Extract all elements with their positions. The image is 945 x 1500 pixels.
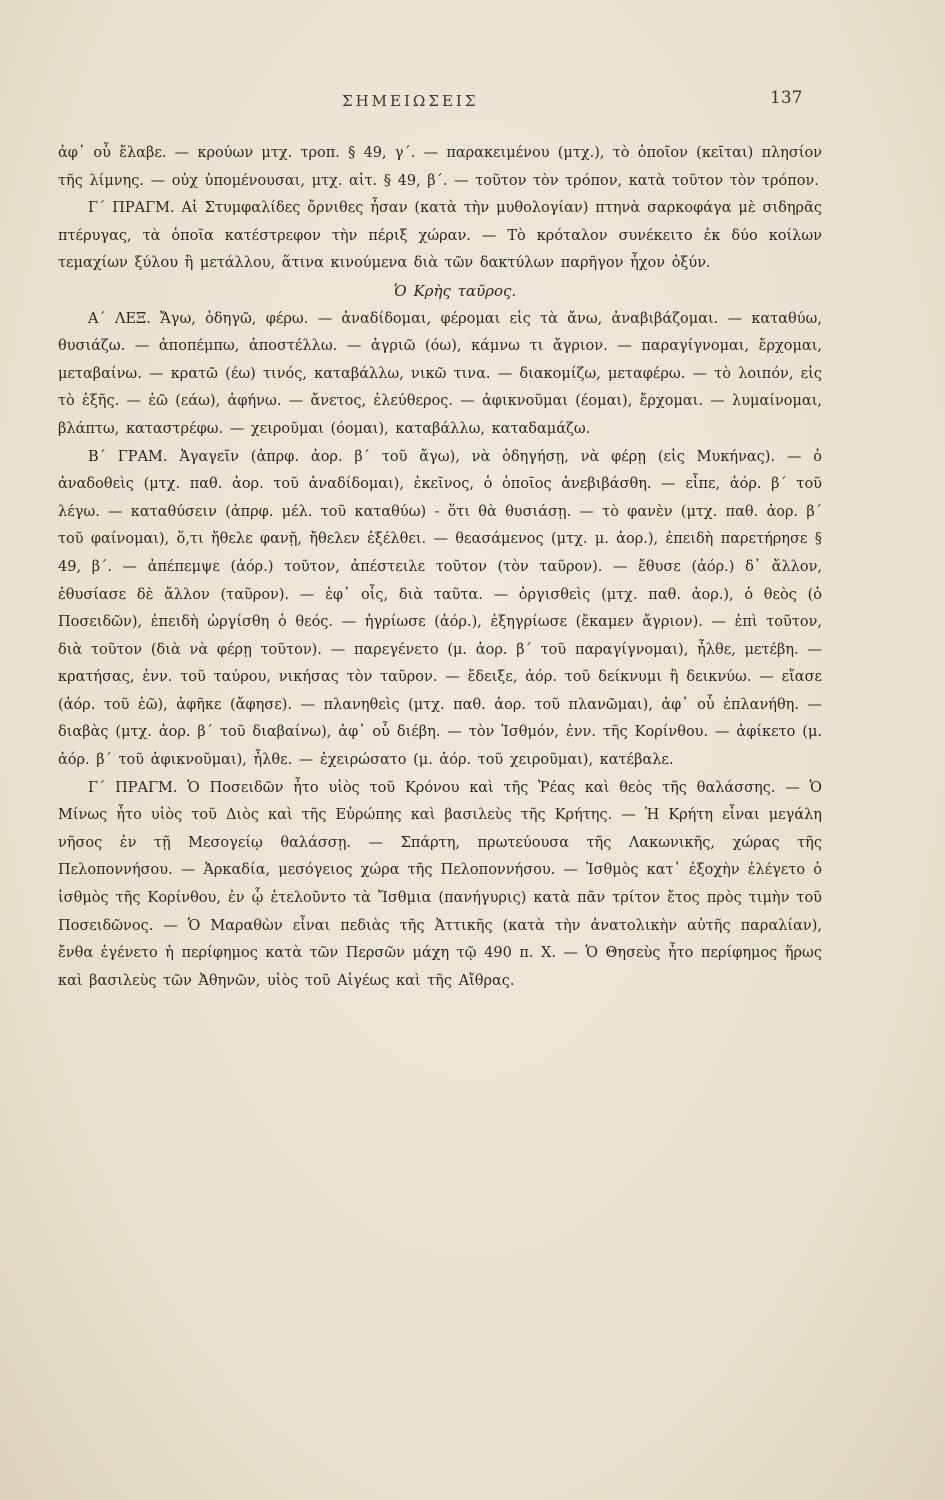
page-number: 137 <box>770 88 803 108</box>
running-title: ΣΗΜΕΙΩΣΕΙΣ <box>342 92 479 110</box>
paragraph-lex: Α΄ ΛΕΞ. Ἄγω, ὁδηγῶ, φέρω. — ἀναδίδομαι, φέρομαι εἰς τὰ ἄνω, ἀναβιβάζομαι. — καταθύω, θυσιάζω. — ἀποπέμπω, ἀποστέλλω. — ἀγριῶ (όω), κάμνω τι ἄγριον. — παραγίγνομαι, ἔρχομαι, μεταβαίνω. — κρατῶ (έω) τινός, καταβάλλω, νικῶ τινα. — διακομίζω, μεταφέρω. — τὸ λοιπόν, εἰς τὸ ἑξῆς. — ἐῶ (εάω), ἀφήνω. — ἄνετος, ἐλεύθερος. — ἀφικνοῦμαι (έομαι), ἔρχομαι. — λυμαίνομαι, βλάπτω, καταστρέφω. — χειροῦμαι (όομαι), καταβάλλω, καταδαμάζω. <box>58 310 822 437</box>
paragraph-continuation: ἀφ᾽ οὗ ἔλαβε. — κρούων μτχ. τροπ. § 49, γ΄. — παρακειμένου (μτχ.), τὸ ὁποῖον (κεῖται) πλησίον τῆς λίμνης. — οὐχ ὑπομένουσαι, μτχ. αἰτ. § 49, β΄. — τοῦτον τὸν τρόπον, κατὰ τοῦτον τὸν τρόπον. <box>58 145 822 189</box>
paragraph-pragm-2: Γ΄ ΠΡΑΓΜ. Ὁ Ποσειδῶν ἦτο υἱὸς τοῦ Κρόνου καὶ τῆς Ῥέας καὶ θεὸς τῆς θαλάσσης. — Ὁ Μίνως ἦτο υἱὸς τοῦ Διὸς καὶ τῆς Εὐρώπης καὶ βασιλεὺς τῆς Κρήτης. — Ἡ Κρήτη εἶναι μεγάλη νῆσος ἐν τῇ Μεσογείῳ θαλάσσῃ. — Σπάρτη, πρωτεύουσα τῆς Λακωνικῆς, χώρας τῆς Πελοποννήσου. — Ἀρκαδία, μεσόγειος χώρα τῆς Πελοποννήσου. — Ἰσθμὸς κατ᾽ ἐξοχὴν ἐλέγετο ὁ ἰσθμὸς τῆς Κορίνθου, ἐν ᾧ ἐτελοῦντο τὰ Ἴσθμια (πανήγυρις) κατὰ πᾶν τρίτον ἔτος πρὸς τιμὴν τοῦ Ποσειδῶνος. — Ὁ Μαραθὼν εἶναι πεδιὰς τῆς Ἀττικῆς (κατὰ τὴν ἀνατολικὴν αὐτῆς παραλίαν), ἔνθα ἐγένετο ἡ περίφημος κατὰ τῶν Περσῶν μάχη τῷ 490 π. Χ. — Ὁ Θησεὺς ἦτο περίφημος ἥρως καὶ βασιλεὺς τῶν Ἀθηνῶν, υἱὸς τοῦ Αἰγέως καὶ τῆς Αἴθρας. <box>58 779 822 989</box>
page-header <box>0 88 945 118</box>
body-text <box>58 140 822 995</box>
paragraph-pragm-1: Γ΄ ΠΡΑΓΜ. Αἱ Στυμφαλίδες ὄρνιθες ἦσαν (κατὰ τὴν μυθολογίαν) πτηνὰ σαρκοφάγα μὲ σιδηρᾶς πτέρυγας, τὰ ὁποῖα κατέστρεφον τὴν πέριξ χώραν. — Τὸ κρόταλον συνέκειτο ἐκ δύο κοίλων τεμαχίων ξύλου ἢ μετάλλου, ἅτινα κινούμενα διὰ τῶν δακτύλων παρῆγον ἦχον ὀξύν. <box>58 200 822 272</box>
paragraph-gram: Β΄ ΓΡΑΜ. Ἀγαγεῖν (ἀπρφ. ἀορ. β΄ τοῦ ἄγω), νὰ ὁδηγήσῃ, νὰ φέρῃ (εἰς Μυκήνας). — ὁ ἀναδοθεὶς (μτχ. παθ. ἀορ. τοῦ ἀναδίδομαι), ἐκεῖνος, ὁ ὁποῖος ἀνεβιβάσθη. — εἶπε, ἀόρ. β΄ τοῦ λέγω. — καταθύσειν (ἀπρφ. μέλ. τοῦ καταθύω) - ὅτι θὰ θυσιάσῃ. — τὸ φανὲν (μτχ. παθ. ἀορ. β΄ τοῦ φαίνομαι), ὅ,τι ἤθελε φανῇ, ἤθελεν ἐξέλθει. — θεασάμενος (μτχ. μ. ἀορ.), ἐπειδὴ παρετήρησε § 49, β΄. — ἀπέπεμψε (ἀόρ.) τοῦτον, ἀπέστειλε τοῦτον (τὸν ταῦρον). — ἔθυσε (ἀόρ.) δ᾽ ἄλλον, ἐθυσίασε δὲ ἄλλον (ταῦρον). — ἐφ᾽ οἷς, διὰ ταῦτα. — ὀργισθεὶς (μτχ. παθ. ἀορ.), ὁ θεὸς (ὁ Ποσειδῶν), ἐπειδὴ ὠργίσθη ὁ θεός. — ἠγρίωσε (ἀόρ.), ἐξηγρίωσε (ἔκαμεν ἄγριον). — ἐπὶ τοῦτον, διὰ τοῦτον (διὰ νὰ φέρῃ τοῦτον). — παρεγένετο (μ. ἀορ. β΄ τοῦ παραγίγνομαι), ἦλθε, μετέβη. — κρατήσας, ἐνν. τοῦ ταύρου, νικήσας τὸν ταῦρον. — ἔδειξε, ἀόρ. τοῦ δείκνυμι ἢ δεικνύω. — εἴασε (ἀόρ. τοῦ ἐῶ), ἀφῆκε (ἄφησε). — πλανηθεὶς (μτχ. παθ. ἀορ. τοῦ πλανῶμαι), ἀφ᾽ οὗ ἐπλανήθη. — διαβὰς (μτχ. ἀορ. β΄ τοῦ διαβαίνω), ἀφ᾽ οὗ διέβη. — τὸν Ἰσθμόν, ἐνν. τῆς Κορίνθου. — ἀφίκετο (μ. ἀόρ. β΄ τοῦ ἀφικνοῦμαι), ἦλθε. — ἐχειρώσατο (μ. ἀόρ. τοῦ χειροῦμαι), κατέβαλε. <box>58 448 822 769</box>
section-title: Ὁ Κρὴς ταῦρος. <box>393 281 517 300</box>
